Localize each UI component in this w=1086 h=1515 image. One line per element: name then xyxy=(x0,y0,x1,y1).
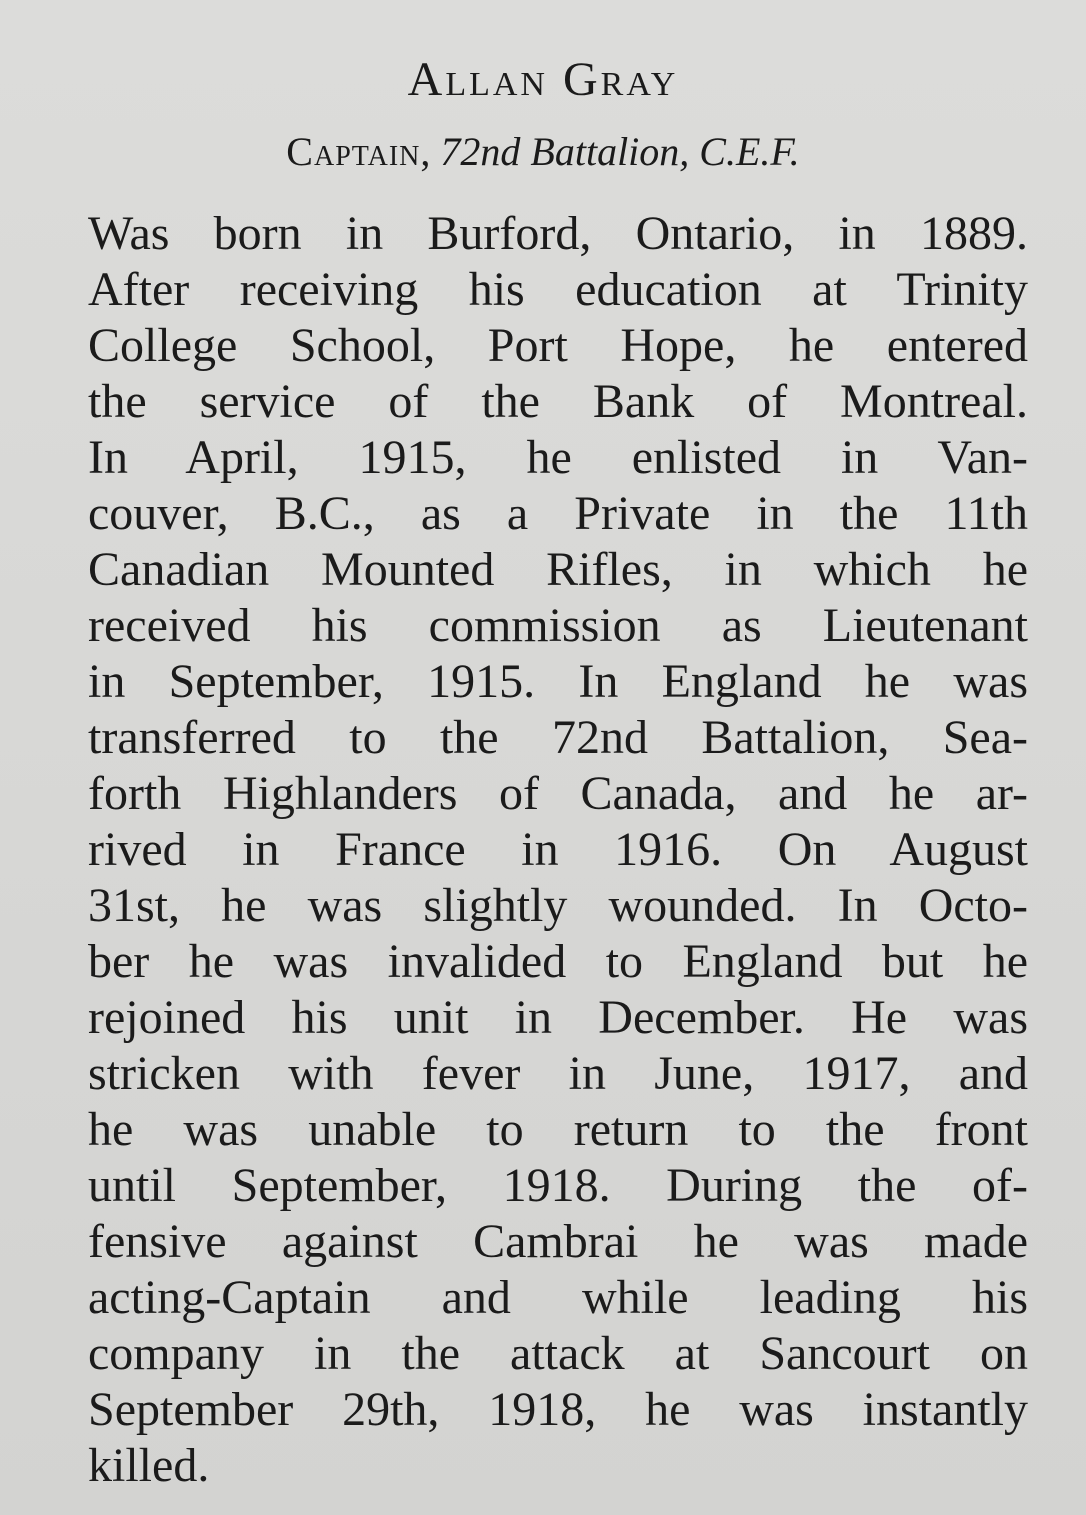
bio-line: ber he was invalided to England but he xyxy=(88,935,1028,988)
bio-line: rived in France in 1916. On August xyxy=(88,823,1028,876)
person-name-heading: Allan Gray xyxy=(407,53,679,106)
bio-line: stricken with fever in June, 1917, and xyxy=(88,1047,1028,1100)
bio-line: In April, 1915, he enlisted in Van- xyxy=(88,431,1028,484)
bio-line: September 29th, 1918, he was instantly xyxy=(88,1383,1028,1436)
bio-line: company in the attack at Sancourt on xyxy=(88,1327,1028,1380)
bio-line: transferred to the 72nd Battalion, Sea- xyxy=(88,711,1028,764)
bio-line: killed. xyxy=(88,1439,210,1492)
biography-paragraph xyxy=(88,206,1028,1494)
rank-separator: , xyxy=(420,129,441,174)
bio-line: Was born in Burford, Ontario, in 1889. xyxy=(88,207,1028,260)
unit-name: 72nd Battalion, C.E.F. xyxy=(440,129,800,174)
bio-line: in September, 1915. In England he was xyxy=(88,655,1028,708)
bio-line: After receiving his education at Trinity xyxy=(88,263,1028,316)
rank-title: Captain xyxy=(286,129,421,174)
bio-line: he was unable to return to the front xyxy=(88,1103,1028,1156)
bio-line: 31st, he was slightly wounded. In Octo- xyxy=(88,879,1028,932)
bio-line: Canadian Mounted Rifles, in which he xyxy=(88,543,1028,596)
bio-line: the service of the Bank of Montreal. xyxy=(88,375,1028,428)
bio-line: until September, 1918. During the of- xyxy=(88,1159,1028,1212)
bio-line: couver, B.C., as a Private in the 11th xyxy=(88,487,1028,540)
bio-line: College School, Port Hope, he entered xyxy=(88,319,1028,372)
bio-line: rejoined his unit in December. He was xyxy=(88,991,1028,1044)
bio-line: received his commission as Lieutenant xyxy=(88,599,1028,652)
rank-unit-heading xyxy=(0,128,1086,176)
bio-line: forth Highlanders of Canada, and he ar- xyxy=(88,767,1028,820)
bio-line: fensive against Cambrai he was made xyxy=(88,1215,1028,1268)
bio-line: acting-Captain and while leading his xyxy=(88,1271,1028,1324)
